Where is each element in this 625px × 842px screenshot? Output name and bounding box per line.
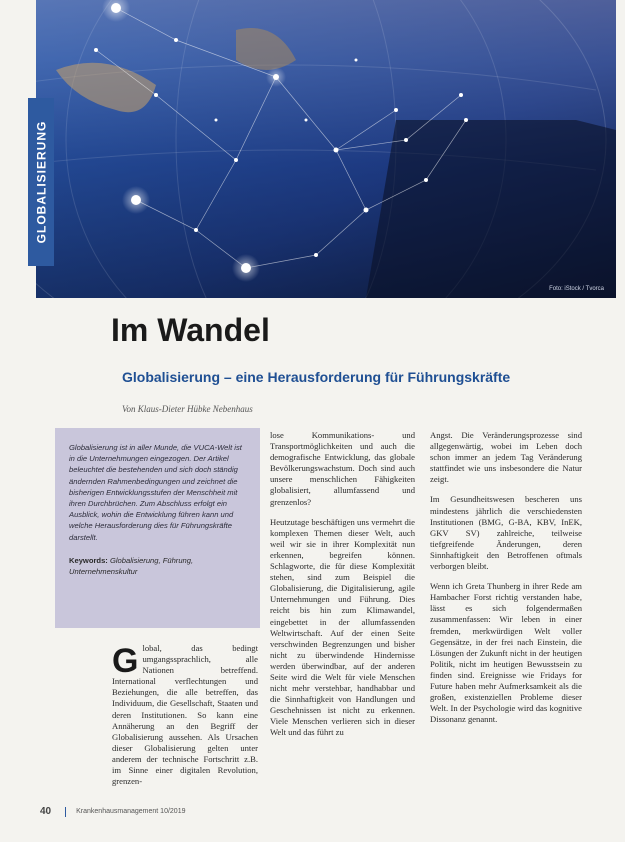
paragraph: Angst. Die Veränderungsprozesse sind allgegenwärtig, wobei im Leben doch schon immer an jedem Tag Veränderung stattfindet wie uns insbesondere die Natur zeigt. (430, 430, 582, 485)
paragraph: Im Gesundheitswesen bescheren uns mindestens jährlich die verschiedensten Institutionen (BMG, G-BA, KBV, InEK, GKV SV) zahlreiche, teilweise tiefgreifende Änderungen, deren Sinnhaftigkeit den Betroffenen oftmals verborgen bleibt. (430, 494, 582, 572)
magazine-name: Krankenhausmanagement 10/2019 (76, 808, 186, 815)
section-label: GLOBALISIERUNG (34, 120, 49, 244)
keywords-list: Globalisierung, Führung, Unternehmenskultur (69, 555, 194, 576)
article-title: Im Wandel (111, 312, 270, 348)
article-subtitle: Globalisierung – eine Herausforderung für Führungskräfte (122, 369, 511, 385)
abstract-box (55, 428, 260, 628)
keywords-label: Keywords: (69, 555, 108, 565)
section-label-tab (28, 98, 54, 266)
photo-credit: Foto: iStock / Tvorca (549, 286, 604, 292)
drop-cap: G (112, 642, 139, 680)
footer-divider (65, 807, 66, 817)
keywords (69, 555, 246, 577)
abstract-text: Globalisierung ist in aller Munde, die VUCA-Welt ist in die Unternehmungen eingezogen. Der Artikel beleuchtet die bestehenden und sich doch ständig ändernden Rahmenbedingungen und zeichnet die bisherigen Entwicklungsstufen der Menschheit mit ihren Durchbrüchen. Zum Abschluss erfolgt ein Ausblick, wohin die Entwicklung führen kann und welche Herausforderung dies für Führungskräfte darstellt. (69, 443, 242, 542)
paragraph: lose Kommunikations- und Transportmöglichkeiten und auch die demografische Entwicklung, das globale Bevölkerungswachstum. Doch sind auch unsere menschlichen Fähigkeiten globalisiert, allumfassend und grenzenlos? (270, 430, 415, 507)
page-footer (40, 806, 600, 817)
paragraph: Heutzutage beschäftigen uns vermehrt die komplexen Themen dieser Welt, auch weil wir sie in ihrer Komplexität nun erkennen, begreifen können. Schlagworte, die für diese Komplexität stehen, sind zum Beispiel die Globalisierung, die Digitalisierung, agile Unternehmungen und Führung. Dies reicht bis hin zum Klimawandel, eingebettet in der allumfassenden Weltwirtschaft. Auf der einen Seite verschwinden Begrenzungen und bisher nicht zu überwindende Hindernisse werden überwindbar, auf der anderen Seite wird die Welt für viele Menschen nicht mehr verstehbar, handhabbar und die Sinnhaftigkeit von Handlungen und Geschehnissen ist nicht zu erkennen. Viele Menschen verlieren sich in dieser Welt und das führt zu (270, 516, 415, 738)
hero-image (36, 0, 616, 298)
page-number: 40 (40, 806, 52, 817)
body-column-1 (112, 643, 258, 796)
paragraph: lobal, das bedingt umgangssprachlich, alle Nationen betreffend. International verflechtungen und Beziehungen, die alle betreffen, das Individuum, die Gesellschaft, Staaten und deren Institutionen. So kann eine Annäherung an den Begriff der Globalisierung aussehen. Als Ursachen dieser Globalisierung gelten unter anderem der technische Fortschritt z.B. im Sinne einer digitalen Revolution, grenzen- (112, 643, 258, 787)
globe-network-illustration (36, 0, 616, 298)
body-column-2 (270, 430, 415, 748)
paragraph: Wenn ich Greta Thunberg in ihrer Rede am Hambacher Forst richtig verstanden habe, lässt es sich folgendermaßen zusammenfassen: Wir leben in einer fremden, merkwürdigen Welt voller Gegensätze, in der frei nach Einstein, die Lösungen der Zukunft nicht in der heutigen Politik, nicht im heutigen Bewusstsein zu finden sind. Ereignisse wie Fridays for Future haben mehr Aufmerksamkeit als die großen, existenziellen Probleme dieser Welt. In der Psychologie wird das kognitive Dissonanz genannt. (430, 581, 582, 725)
body-column-3 (430, 430, 582, 734)
author-byline: Von Klaus-Dieter Hübke Nebenhaus (122, 404, 253, 414)
